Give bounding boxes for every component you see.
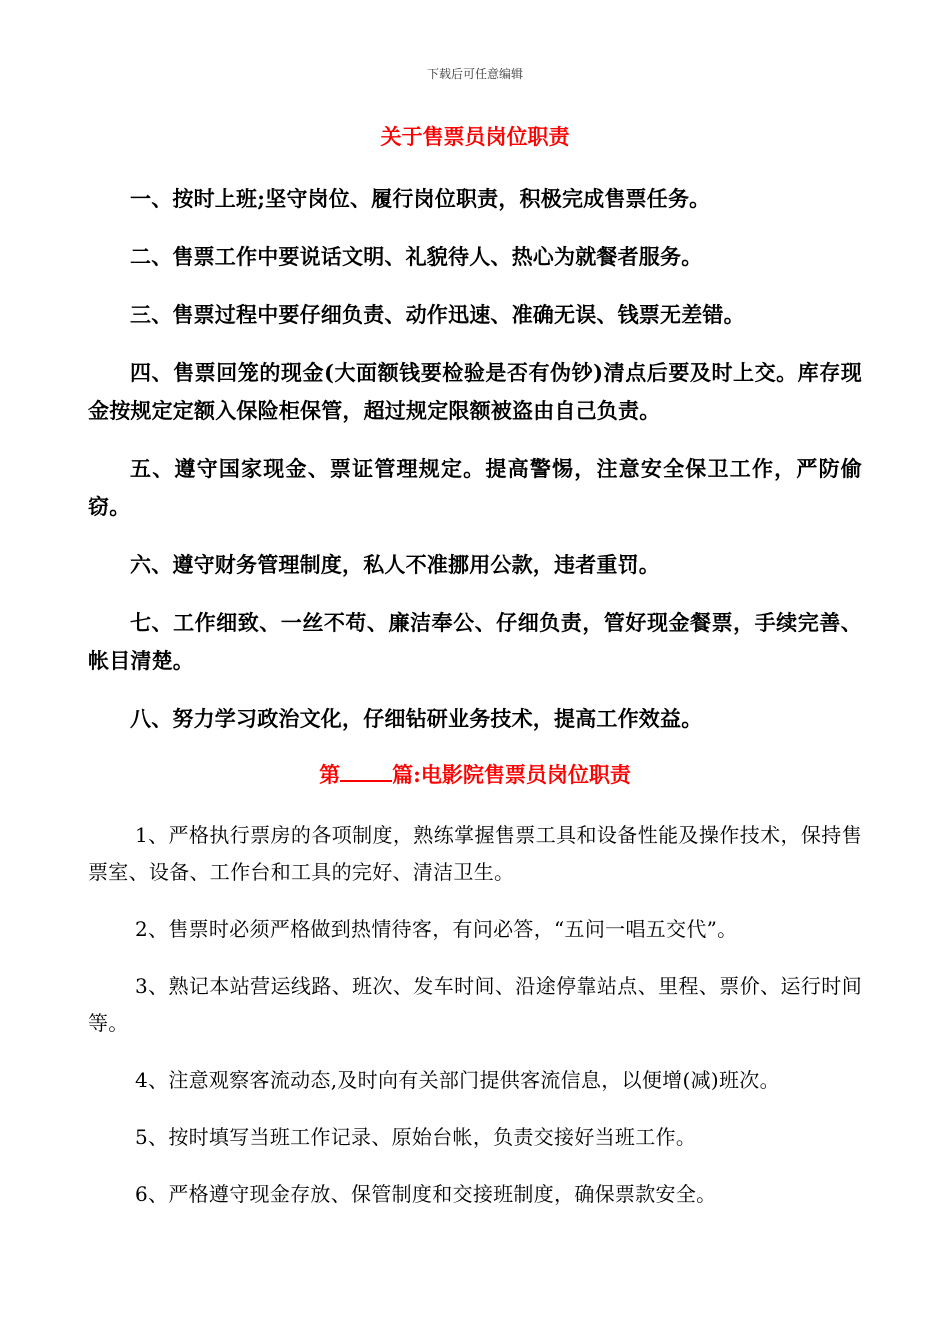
section2-title-suffix: 篇:电影院售票员岗位职责 xyxy=(392,762,631,787)
section2-item-6: 6、严格遵守现金存放、保管制度和交接班制度，确保票款安全。 xyxy=(135,1182,717,1206)
section2-title-prefix: 第 xyxy=(319,762,341,787)
section2-body xyxy=(88,817,862,1233)
section1-item-3: 三、售票过程中要仔细负责、动作迅速、准确无误、钱票无差错。 xyxy=(130,302,745,327)
section2-item-2: 2、售票时必须严格做到热情待客，有问必答，“五问一唱五交代”。 xyxy=(135,917,738,941)
section1-item-5: 五、遵守国家现金、票证管理规定。提高警惕，注意安全保卫工作，严防偷窃。 xyxy=(88,456,862,519)
section1-item-2: 二、售票工作中要说话文明、礼貌待人、热心为就餐者服务。 xyxy=(130,244,703,269)
section1-item-4: 四、售票回笼的现金(大面额钱要检验是否有伪钞)清点后要及时上交。库存现金按规定定额入保险柜保管，超过规定限额被盗由自己负责。 xyxy=(88,360,862,423)
section2-item-1: 1、严格执行票房的各项制度，熟练掌握售票工具和设备性能及操作技术，保持售票室、设备、工作台和工具的完好、清洁卫生。 xyxy=(88,823,862,884)
section2-title xyxy=(0,761,950,789)
section1-title: 关于售票员岗位职责 xyxy=(380,124,570,149)
section1-item-7: 七、工作细致、一丝不苟、廉洁奉公、仔细负责，管好现金餐票，手续完善、帐目清楚。 xyxy=(88,610,862,673)
section1-item-6: 六、遵守财务管理制度，私人不准挪用公款，违者重罚。 xyxy=(130,552,660,577)
section2-item-3: 3、熟记本站营运线路、班次、发车时间、沿途停靠站点、里程、票价、运行时间等。 xyxy=(88,974,862,1035)
section2-item-5: 5、按时填写当班工作记录、原始台帐，负责交接好当班工作。 xyxy=(135,1125,697,1149)
section1-item-8: 八、努力学习政治文化，仔细钻研业务技术，提高工作效益。 xyxy=(130,706,703,731)
section2-title-blank xyxy=(340,762,392,782)
section2-item-4: 4、注意观察客流动态,及时向有关部门提供客流信息，以便增(减)班次。 xyxy=(135,1068,780,1092)
section1-body xyxy=(88,180,862,758)
header-note: 下载后可任意编辑 xyxy=(426,67,523,81)
section1-item-1: 一、按时上班;坚守岗位、履行岗位职责，积极完成售票任务。 xyxy=(130,186,711,211)
